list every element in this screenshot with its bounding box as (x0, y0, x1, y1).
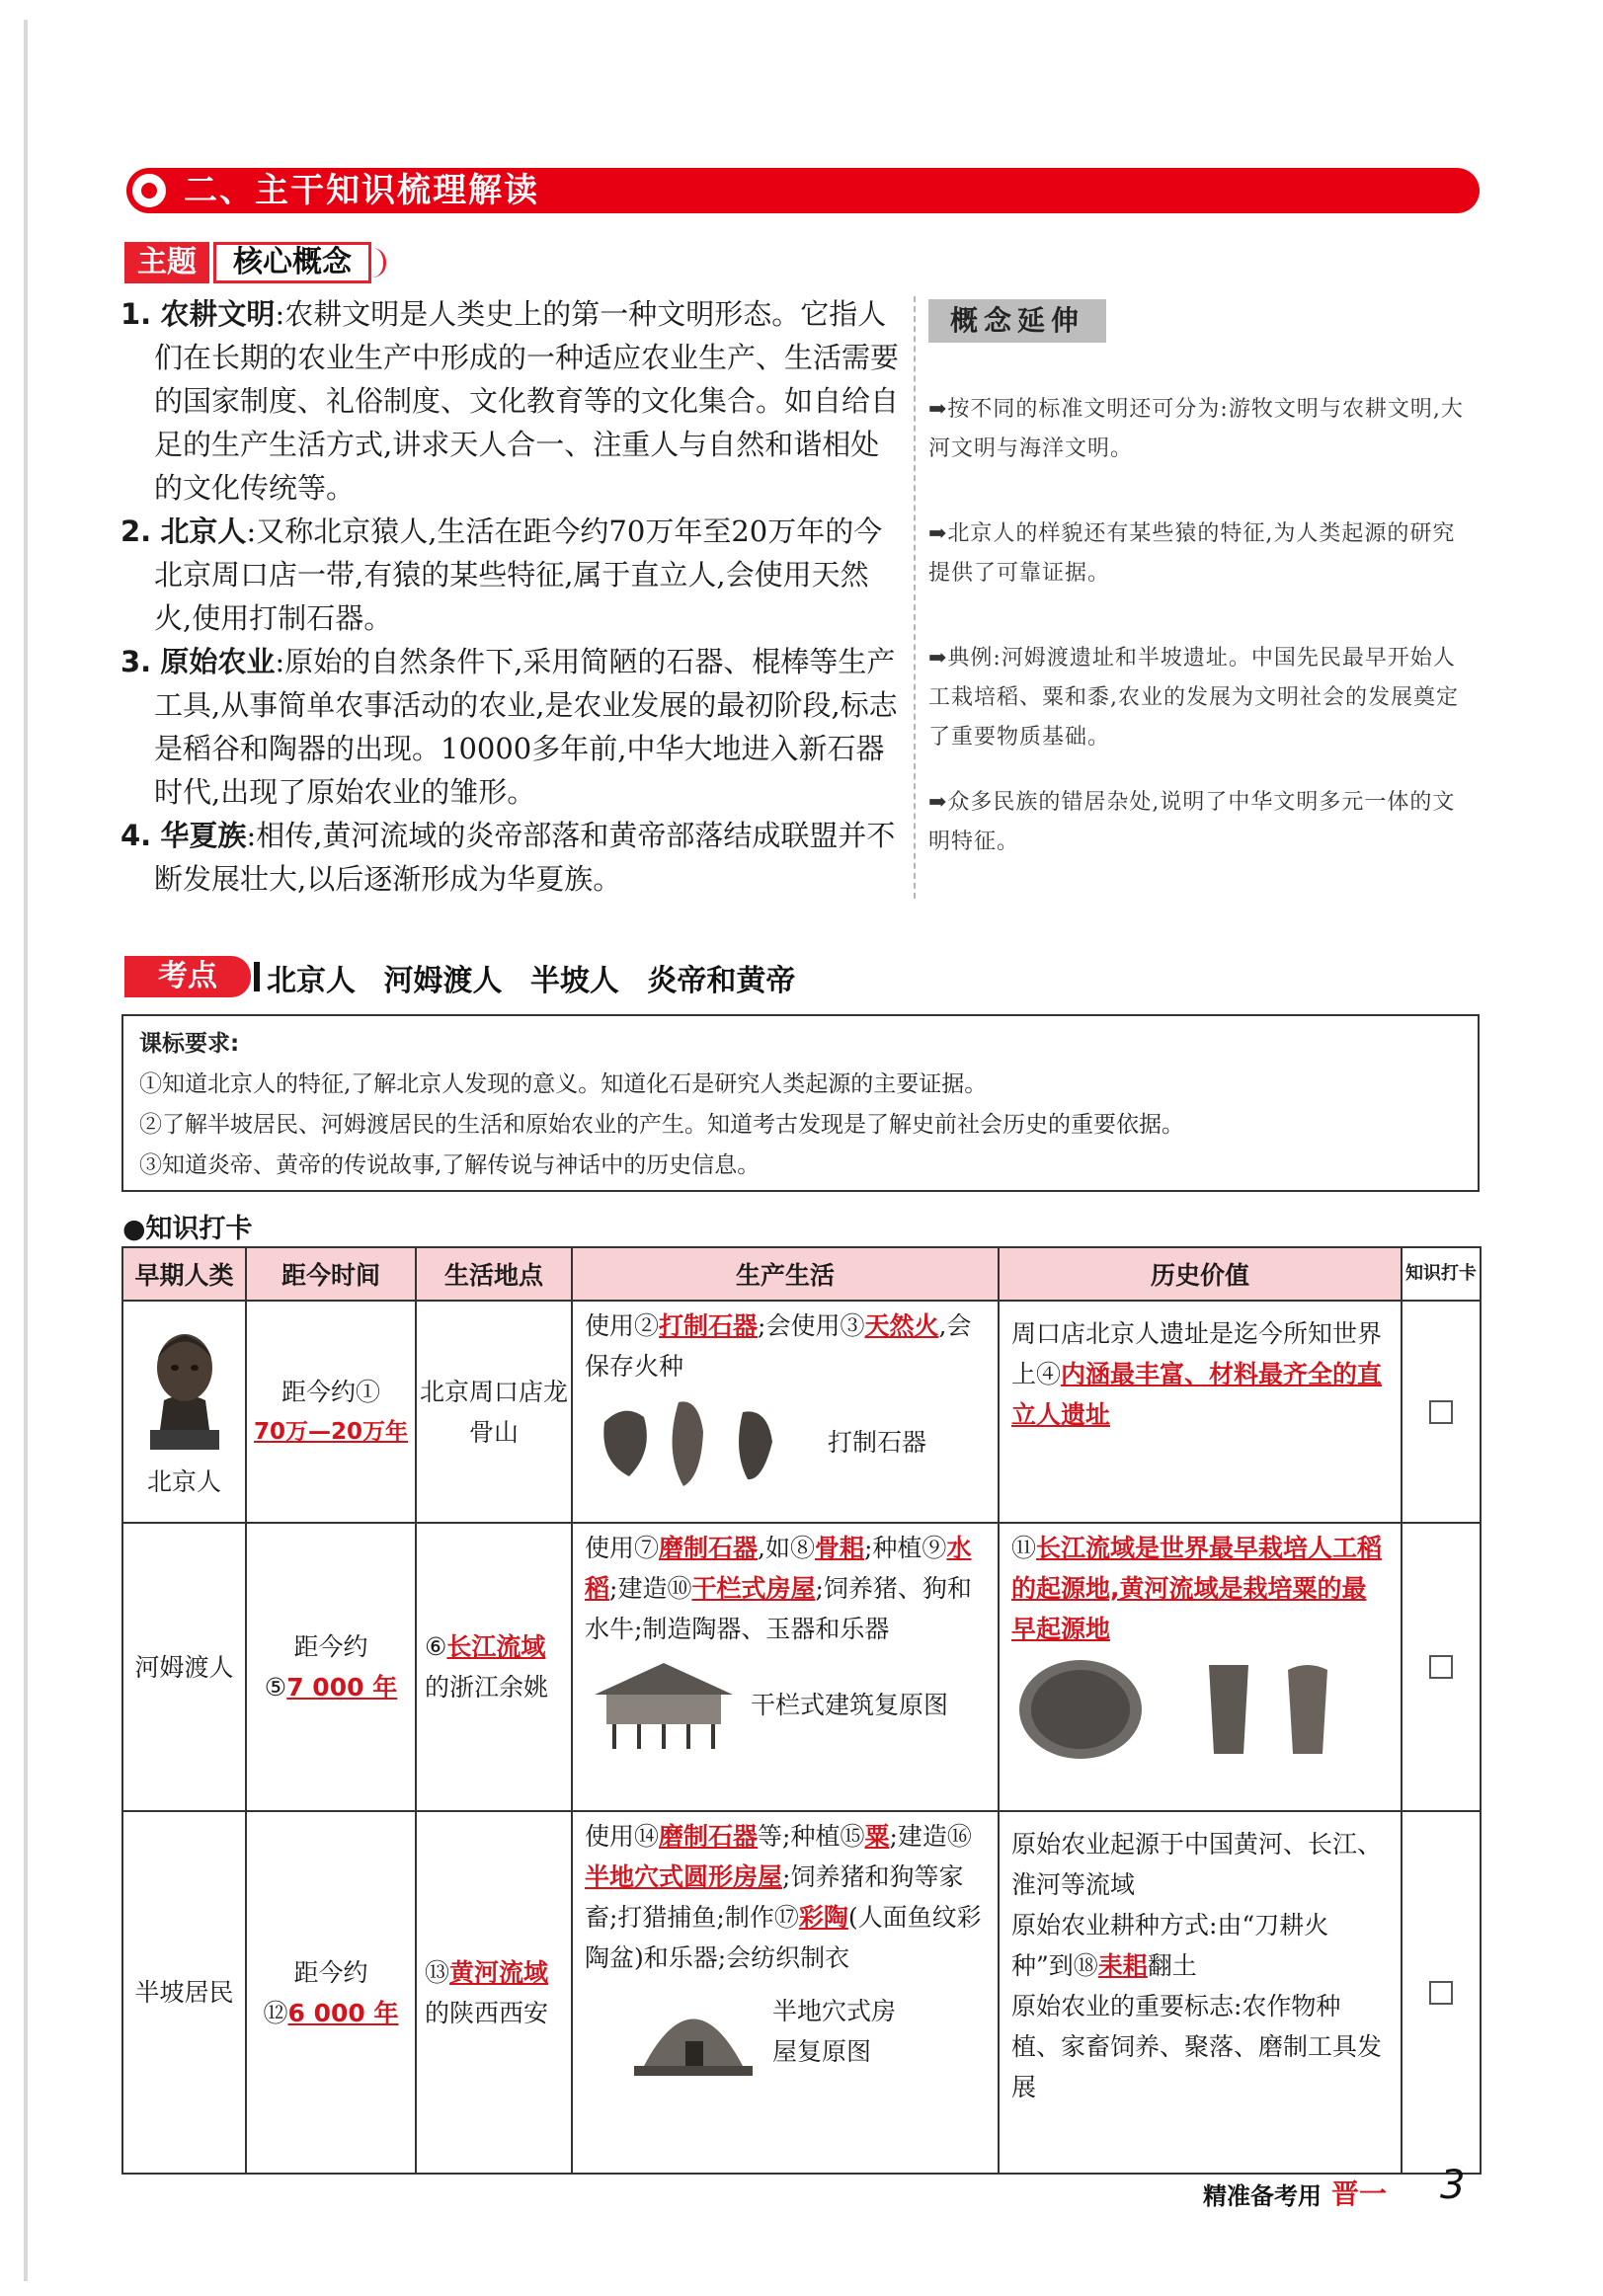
kaodian-title: 北京人 河姆渡人 半坡人 炎帝和黄帝 (267, 964, 796, 998)
extension-item: ➡众多民族的错居杂处,说明了中华文明多元一体的文明特征。 (928, 790, 1456, 854)
requirement-item: ③知道炎帝、黄帝的传说故事,了解传说与神话中的历史信息。 (139, 1152, 761, 1178)
cell-value (999, 1523, 1402, 1811)
time-prefix: 距今约① (281, 1377, 380, 1406)
concept-item: 4. 华夏族:相传,黄河流域的炎帝部落和黄帝部落结成联盟并不断发展壮大,以后逐渐形成为华夏族。 (120, 819, 896, 896)
concept-item: 2. 北京人:又称北京猿人,生活在距今约70万年至20万年的今北京周口店一带,有猿的某些特征,属于直立人,会使用天然火,使用打制石器。 (120, 515, 883, 635)
cell-time (246, 1811, 416, 2174)
cell-place (416, 1811, 572, 2174)
time-prefix: 距今约 (293, 1957, 368, 1987)
rice-and-tools-image (1011, 1655, 1377, 1764)
requirements-heading: 课标要求: (139, 1031, 240, 1057)
col-header: 距今时间 (246, 1247, 416, 1301)
time-line: ⑫6 000 年 (263, 1998, 399, 2027)
extension-title: 概念延伸 (928, 299, 1106, 343)
concept-item: 1. 农耕文明:农耕文明是人类史上的第一种文明形态。它指人们在长期的农业生产中形成的一种适应农业生产、生活需要的国家制度、礼俗制度、文化教育等的文化集合。如自给自足的生产生活方式,讲求天人合一、注重人与自然和谐相处的文化传统等。 (120, 297, 900, 505)
cell-checkbox[interactable] (1402, 1301, 1481, 1523)
kaodian-tag: 考点 (124, 956, 251, 997)
cell-production (572, 1811, 999, 2174)
time-prefix: 距今约 (293, 1632, 368, 1661)
peking-man-bust-image (130, 1313, 239, 1462)
footer-text: 精准备考用 (1203, 2182, 1322, 2210)
cell-value (999, 1811, 1402, 2174)
place-text: ⑬黄河流域的陕西西安 (425, 1957, 549, 2027)
checkbox[interactable] (1429, 1981, 1453, 2005)
table-header-row (122, 1247, 1481, 1301)
place-text: 北京周口店龙骨山 (419, 1377, 568, 1447)
value-text: 原始农业起源于中国黄河、长江、淮河等流域 (1011, 1830, 1383, 1899)
cell-place (416, 1301, 572, 1523)
theme-tag: 主题 (124, 242, 209, 283)
place-text: ⑥长江流域的浙江余姚 (425, 1632, 549, 1702)
col-header: 知识打卡 (1402, 1247, 1481, 1301)
theme-label: 核心概念 (213, 242, 371, 283)
image-caption: 干栏式建筑复原图 (751, 1690, 949, 1719)
stilt-house-image (585, 1655, 743, 1754)
pit-house-image (624, 1982, 762, 2081)
cell-checkbox[interactable] (1402, 1523, 1481, 1811)
cell-production (572, 1301, 999, 1523)
cell-human (122, 1811, 246, 2174)
value-text: 原始农业耕种方式:由“刀耕火种”到⑱耒耜翻土 (1011, 1911, 1329, 1980)
cell-human (122, 1301, 246, 1523)
human-name: 河姆渡人 (134, 1652, 234, 1682)
col-header: 早期人类 (122, 1247, 246, 1301)
cell-time (246, 1301, 416, 1523)
extension-item: ➡典例:河姆渡遗址和半坡遗址。中国先民最早开始人工栽培稻、粟和黍,农业的发展为文明社会的发展奠定了重要物质基础。 (928, 646, 1459, 750)
card-title: ●知识打卡 (122, 1214, 253, 1244)
value-text: 原始农业的重要标志:农作物种植、家畜饲养、聚落、磨制工具发展 (1011, 1992, 1383, 2101)
section-title: 二、主干知识梳理解读 (184, 171, 539, 210)
requirements-box (121, 1014, 1480, 1192)
time-line: ⑤7 000 年 (264, 1673, 398, 1702)
checkbox[interactable] (1429, 1655, 1453, 1679)
page-left-rule (24, 20, 28, 2281)
page-number: 3 (1440, 2163, 1466, 2208)
cell-human (122, 1523, 246, 1811)
production-text: 使用⑭磨制石器等;种植⑮粟;建造⑯半地穴式圆形房屋;饲养猪和狗等家畜;打猎捕鱼;制作⑰彩陶(人面鱼纹彩陶盆)和乐器;会纺织制衣 (585, 1822, 982, 1972)
value-text: 周口店北京人遗址是迄今所知世界上④内涵最丰富、材料最齐全的直立人遗址 (1011, 1319, 1383, 1429)
col-header: 历史价值 (999, 1247, 1402, 1301)
column-divider (914, 296, 916, 899)
knowledge-table (121, 1246, 1482, 2175)
time-answer: 70万—20万年 (253, 1418, 408, 1445)
target-icon (128, 170, 170, 211)
col-header: 生产生活 (572, 1247, 999, 1301)
cell-production (572, 1523, 999, 1811)
concept-list (120, 292, 901, 901)
checkbox[interactable] (1429, 1400, 1453, 1424)
requirement-item: ①知道北京人的特征,了解北京人发现的意义。知道化石是研究人类起源的主要证据。 (139, 1071, 988, 1097)
cell-checkbox[interactable] (1402, 1811, 1481, 2174)
stone-tools-figure (585, 1392, 986, 1491)
col-header: 生活地点 (416, 1247, 572, 1301)
production-text: 使用②打制石器;会使用③天然火,会保存火种 (585, 1311, 972, 1381)
cell-place (416, 1523, 572, 1811)
human-name: 半坡居民 (134, 1978, 234, 2007)
footer-brand: 晋一 (1331, 2177, 1388, 2210)
value-text: ⑪长江流域是世界最早栽培人工稻的起源地,黄河流域是栽培粟的最早起源地 (1011, 1534, 1383, 1643)
extension-item: ➡北京人的样貌还有某些猿的特征,为人类起源的研究提供了可靠证据。 (928, 521, 1456, 586)
requirement-item: ②了解半坡居民、河姆渡居民的生活和原始农业的产生。知道考古发现是了解史前社会历史的重要依据。 (139, 1112, 1184, 1138)
stone-tools-image (585, 1392, 812, 1491)
table-row (122, 1523, 1481, 1811)
production-text: 使用⑦磨制石器,如⑧骨耜;种植⑨水稻;建造⑩干栏式房屋;饲养猪、狗和水牛;制造陶器、玉器和乐器 (585, 1534, 972, 1643)
human-name: 北京人 (146, 1467, 221, 1496)
tag-arrow-decoration (371, 248, 386, 277)
kaodian-bar (254, 962, 260, 991)
table-row (122, 1301, 1481, 1523)
image-caption: 半地穴式房屋复原图 (772, 1997, 897, 2066)
cell-time (246, 1523, 416, 1811)
extension-item: ➡按不同的标准文明还可分为:游牧文明与农耕文明,大河文明与海洋文明。 (928, 397, 1464, 461)
extension-list (928, 390, 1477, 862)
table-row (122, 1811, 1481, 2174)
pit-house-figure (585, 1982, 986, 2081)
stilt-house-figure (585, 1655, 986, 1754)
image-caption: 打制石器 (828, 1427, 927, 1457)
concept-item: 3. 原始农业:原始的自然条件下,采用简陋的石器、棍棒等生产工具,从事简单农事活动的农业,是农业发展的最初阶段,标志是稻谷和陶器的出现。10000多年前,中华大地进入新石器时代,出现了原始农业的雏形。 (120, 645, 898, 809)
cell-value (999, 1301, 1402, 1523)
